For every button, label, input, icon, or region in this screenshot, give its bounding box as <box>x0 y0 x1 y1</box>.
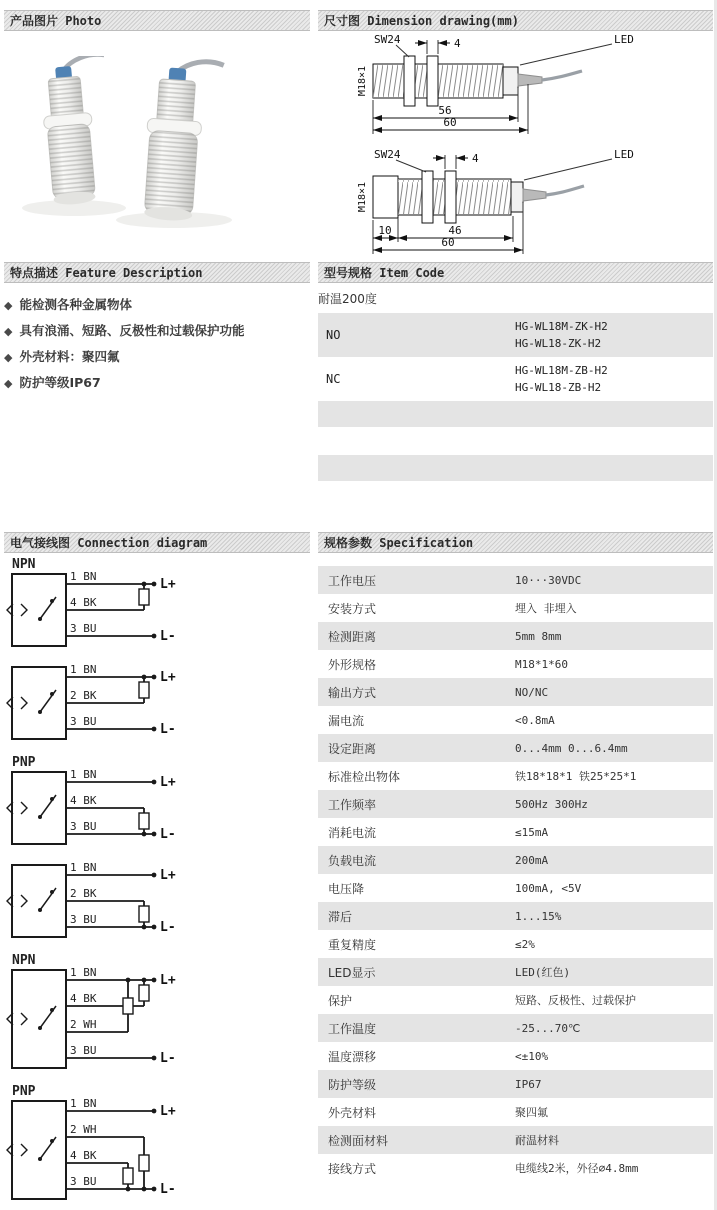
spec-value: 聚四氟 <box>515 1106 548 1119</box>
spec-value: 电缆线2米，外径∅4.8mm <box>515 1162 639 1175</box>
spec-value: <0.8mA <box>515 713 555 727</box>
terminal-dot <box>152 1056 157 1061</box>
feature-item <box>4 318 306 344</box>
wire-label: 2 BK <box>70 887 97 900</box>
dim-label-nut-width: 4 <box>472 152 479 165</box>
spec-row <box>318 930 713 958</box>
dim-cable-boot <box>518 74 542 86</box>
junction-dot <box>142 832 147 837</box>
spec-row <box>318 818 713 846</box>
spec-value: 埋入 非埋入 <box>515 602 577 615</box>
spec-row <box>318 1126 713 1154</box>
dim-cable-boot <box>523 189 546 201</box>
section-header-item-code: 型号规格 Item Code <box>318 262 713 283</box>
feature-text: 外壳材料：聚四氟 <box>19 349 120 364</box>
diamond-bullet-icon: ◆ <box>4 325 13 338</box>
terminal-minus-label: L- <box>160 827 176 842</box>
spec-row <box>318 1014 713 1042</box>
feature-list <box>4 292 306 396</box>
section-header-dimension: 尺寸图 Dimension drawing(mm) <box>318 10 713 31</box>
spec-label: 接线方式 <box>328 1161 377 1176</box>
spec-value: 1...15% <box>515 909 562 923</box>
switch-lever <box>40 597 56 619</box>
terminal-dot <box>152 873 157 878</box>
spec-row <box>318 678 713 706</box>
diamond-bullet-icon: ◆ <box>4 351 13 364</box>
item-code-rows <box>318 313 713 401</box>
spec-label: 电压降 <box>328 881 365 896</box>
spec-row <box>318 706 713 734</box>
item-code-empty-row <box>318 401 713 427</box>
wire-label: 3 BU <box>70 913 97 926</box>
spec-value: LED(红色) <box>515 966 571 979</box>
connection-diagram <box>4 556 204 650</box>
item-code-type: NO <box>326 328 341 342</box>
item-code-value: HG-WL18-ZB-H2 <box>515 381 602 394</box>
spec-value: 5mm 8mm <box>515 629 562 643</box>
junction-dot <box>126 1187 131 1192</box>
sensor-back <box>38 56 117 206</box>
terminal-plus-label: L+ <box>160 670 176 685</box>
item-code-values <box>515 357 713 401</box>
junction-dot <box>126 978 131 983</box>
spec-row <box>318 1042 713 1070</box>
load-resistor <box>139 589 149 605</box>
sensor-ribs <box>144 130 198 215</box>
item-code-value: HG-WL18-ZK-H2 <box>515 337 602 350</box>
dim-hex-nut <box>422 171 433 223</box>
load-resistor <box>139 1155 149 1171</box>
load-resistor <box>139 906 149 922</box>
dim-end-cap <box>511 182 523 212</box>
dimension-drawing-flush <box>318 30 713 142</box>
dim-leader-line <box>524 159 612 180</box>
dim-label-body-length: 56 <box>438 104 452 117</box>
terminal-plus-label: L+ <box>160 1104 176 1119</box>
connection-diagram <box>4 1083 204 1203</box>
spec-row <box>318 986 713 1014</box>
feature-item <box>4 370 306 396</box>
sensing-face-icon <box>21 604 27 616</box>
junction-dot <box>142 1187 147 1192</box>
connection-diagram <box>4 661 204 743</box>
spec-row <box>318 902 713 930</box>
feature-text: 具有浪涌、短路、反极性和过载保护功能 <box>19 323 245 338</box>
item-code-table <box>318 286 713 481</box>
diamond-bullet-icon: ◆ <box>4 377 13 390</box>
wire-label: 4 BK <box>70 1149 97 1162</box>
spec-row <box>318 650 713 678</box>
wire-label: 4 BK <box>70 794 97 807</box>
spec-label: 设定距离 <box>328 741 377 756</box>
spec-label: 安装方式 <box>328 601 377 616</box>
spec-row <box>318 734 713 762</box>
spec-row <box>318 874 713 902</box>
item-code-note: 耐温200度 <box>318 292 377 306</box>
dim-label-nut-width: 4 <box>454 37 461 50</box>
wire-label: 1 BN <box>70 861 97 874</box>
spec-label: 外壳材料 <box>328 1105 377 1120</box>
section-header-features: 特点描述 Feature Description <box>4 262 310 283</box>
sensor-box <box>12 772 66 844</box>
terminal-dot <box>152 832 157 837</box>
spec-label: 检测面材料 <box>328 1133 389 1148</box>
wire-label: 1 BN <box>70 768 97 781</box>
spec-label: 外形规格 <box>328 657 377 672</box>
load-resistor <box>123 1168 133 1184</box>
section-header-specification: 规格参数 Specification <box>318 532 713 553</box>
terminal-minus-label: L- <box>160 920 176 935</box>
wire-label: 3 BU <box>70 715 97 728</box>
dim-hex-nut <box>404 56 415 106</box>
dim-end-cap <box>503 67 518 95</box>
spec-label: 消耗电流 <box>328 825 377 840</box>
sensing-face-icon <box>21 697 27 709</box>
connection-diagrams <box>4 556 314 1203</box>
wire-label: 2 WH <box>70 1123 97 1136</box>
switch-lever <box>40 888 56 910</box>
section-header-photo: 产品图片 Photo <box>4 10 310 31</box>
spec-label: 工作频率 <box>328 797 377 812</box>
spec-row <box>318 566 713 594</box>
dim-label-led: LED <box>614 148 634 161</box>
terminal-minus-label: L- <box>160 1051 176 1066</box>
sensing-face-icon <box>21 1013 27 1025</box>
dim-leader-line <box>396 45 409 57</box>
dim-lock-nut <box>445 171 456 223</box>
dimension-drawing-non-flush <box>318 146 713 260</box>
item-code-value: HG-WL18M-ZB-H2 <box>515 364 608 377</box>
junction-dot <box>142 582 147 587</box>
terminal-minus-label: L- <box>160 629 176 644</box>
dim-cable <box>542 71 582 80</box>
spec-row <box>318 958 713 986</box>
connection-diagram <box>4 859 204 941</box>
load-resistor <box>123 998 133 1014</box>
feature-item <box>4 292 306 318</box>
diagram-type-label: NPN <box>12 557 36 572</box>
dim-label-total-length: 60 <box>441 236 455 249</box>
terminal-minus-label: L- <box>160 1182 176 1197</box>
dim-leader-line <box>520 44 612 65</box>
spec-value: 0...4mm 0...6.4mm <box>515 741 628 755</box>
junction-dot <box>142 675 147 680</box>
wire-label: 3 BU <box>70 1175 97 1188</box>
spec-label: 保护 <box>328 993 353 1008</box>
spec-label: 输出方式 <box>328 685 377 700</box>
wire-label: 1 BN <box>70 1097 97 1110</box>
terminal-dot <box>152 780 157 785</box>
product-photo <box>4 56 250 228</box>
terminal-dot <box>152 925 157 930</box>
spec-label: 漏电流 <box>328 713 365 728</box>
section-header-connection: 电气接线图 Connection diagram <box>4 532 310 553</box>
sensor-front <box>141 58 224 224</box>
spec-value: 10···30VDC <box>515 573 582 587</box>
diamond-bullet-icon: ◆ <box>4 299 13 312</box>
spec-row <box>318 790 713 818</box>
wire-label: 1 BN <box>70 663 97 676</box>
diagram-type-label: NPN <box>12 953 36 968</box>
switch-lever <box>40 690 56 712</box>
terminal-dot <box>152 727 157 732</box>
spec-row <box>318 1070 713 1098</box>
spec-label: 工作温度 <box>328 1021 377 1036</box>
spec-value: 短路、反极性、过载保护 <box>515 994 636 1007</box>
feature-item <box>4 344 306 370</box>
spec-label: 重复精度 <box>328 937 377 952</box>
sensing-face-icon <box>21 895 27 907</box>
wire-label: 3 BU <box>70 820 97 833</box>
dim-label-sw24: SW24 <box>374 33 401 46</box>
sensor-ribs <box>48 76 83 119</box>
spec-value: NO/NC <box>515 685 549 699</box>
load-resistor <box>139 682 149 698</box>
spec-row <box>318 1098 713 1126</box>
spec-row <box>318 762 713 790</box>
terminal-plus-label: L+ <box>160 868 176 883</box>
spec-label: 工作电压 <box>328 573 377 588</box>
spec-row <box>318 1154 713 1182</box>
wire-label: 2 WH <box>70 1018 97 1031</box>
load-resistor <box>139 813 149 829</box>
switch-lever <box>40 1006 56 1028</box>
dim-lock-nut <box>427 56 438 106</box>
item-code-type: NC <box>326 372 341 386</box>
sensing-face-icon <box>21 1144 27 1156</box>
item-code-row-gap <box>318 427 713 455</box>
spec-value: 铁18*18*1 铁25*25*1 <box>515 770 637 783</box>
wire-label: 4 BK <box>70 596 97 609</box>
sensing-face-icon <box>21 802 27 814</box>
connection-diagram <box>4 952 204 1072</box>
sensor-box <box>12 970 66 1068</box>
dim-cable <box>546 186 584 195</box>
dim-head <box>373 176 398 218</box>
dim-label-body-length: 46 <box>448 224 462 237</box>
diagram-type-label: PNP <box>12 1084 36 1099</box>
terminal-dot <box>152 978 157 983</box>
item-code-values <box>515 313 713 357</box>
dim-label-thread: M18×1 <box>357 181 368 213</box>
feature-text: 防护等级IP67 <box>19 375 101 390</box>
dim-leader-line <box>396 160 426 172</box>
spec-value: IP67 <box>515 1077 542 1091</box>
terminal-dot <box>152 1109 157 1114</box>
spec-label: 滞后 <box>328 909 353 924</box>
connection-diagram <box>4 754 204 848</box>
terminal-dot <box>152 675 157 680</box>
sensor-box <box>12 667 66 739</box>
wire-label: 4 BK <box>70 992 97 1005</box>
spec-label: 防护等级 <box>328 1077 377 1092</box>
terminal-dot <box>152 1187 157 1192</box>
item-code-empty-row <box>318 455 713 481</box>
spec-value: -25...70℃ <box>515 1021 581 1035</box>
dim-label-led: LED <box>614 33 634 46</box>
wire-label: 2 BK <box>70 689 97 702</box>
sensor-box <box>12 865 66 937</box>
spec-label: LED显示 <box>328 965 376 980</box>
terminal-plus-label: L+ <box>160 775 176 790</box>
wire-label: 3 BU <box>70 1044 97 1057</box>
terminal-plus-label: L+ <box>160 973 176 988</box>
wire-label: 3 BU <box>70 622 97 635</box>
dim-label-total-length: 60 <box>443 116 457 129</box>
wire-label: 1 BN <box>70 570 97 583</box>
item-code-value: HG-WL18M-ZK-H2 <box>515 320 608 333</box>
terminal-minus-label: L- <box>160 722 176 737</box>
sensor-box <box>12 574 66 646</box>
spec-value: <±10% <box>515 1049 549 1063</box>
spec-row <box>318 622 713 650</box>
dim-label-thread: M18×1 <box>357 65 368 97</box>
dim-label-sw24: SW24 <box>374 148 401 161</box>
sensor-ribs <box>47 124 95 199</box>
diagram-type-label: PNP <box>12 755 36 770</box>
spec-table <box>318 566 713 1182</box>
spec-row <box>318 846 713 874</box>
spec-value: ≤2% <box>515 937 535 951</box>
junction-dot <box>142 978 147 983</box>
spec-value: 耐温材料 <box>515 1134 559 1147</box>
spec-row <box>318 594 713 622</box>
spec-label: 温度漂移 <box>328 1049 377 1064</box>
spec-label: 标准检出物体 <box>328 769 401 784</box>
dim-label-head-length: 10 <box>378 224 392 237</box>
item-code-row <box>318 357 713 401</box>
switch-lever <box>40 1137 56 1159</box>
load-resistor <box>139 985 149 1001</box>
item-code-row <box>318 313 713 357</box>
terminal-dot <box>152 582 157 587</box>
junction-dot <box>142 925 147 930</box>
spec-value: 100mA, <5V <box>515 881 582 895</box>
terminal-plus-label: L+ <box>160 577 176 592</box>
spec-label: 负载电流 <box>328 853 377 868</box>
spec-value: 200mA <box>515 853 549 867</box>
switch-lever <box>40 795 56 817</box>
terminal-dot <box>152 634 157 639</box>
spec-label: 检测距离 <box>328 629 377 644</box>
spec-value: ≤15mA <box>515 825 549 839</box>
sensor-box <box>12 1101 66 1199</box>
sensor-ribs <box>157 79 196 125</box>
spec-value: M18*1*60 <box>515 657 568 671</box>
wire-label: 1 BN <box>70 966 97 979</box>
feature-text: 能检测各种金属物体 <box>19 297 132 312</box>
spec-value: 500Hz 300Hz <box>515 797 588 811</box>
